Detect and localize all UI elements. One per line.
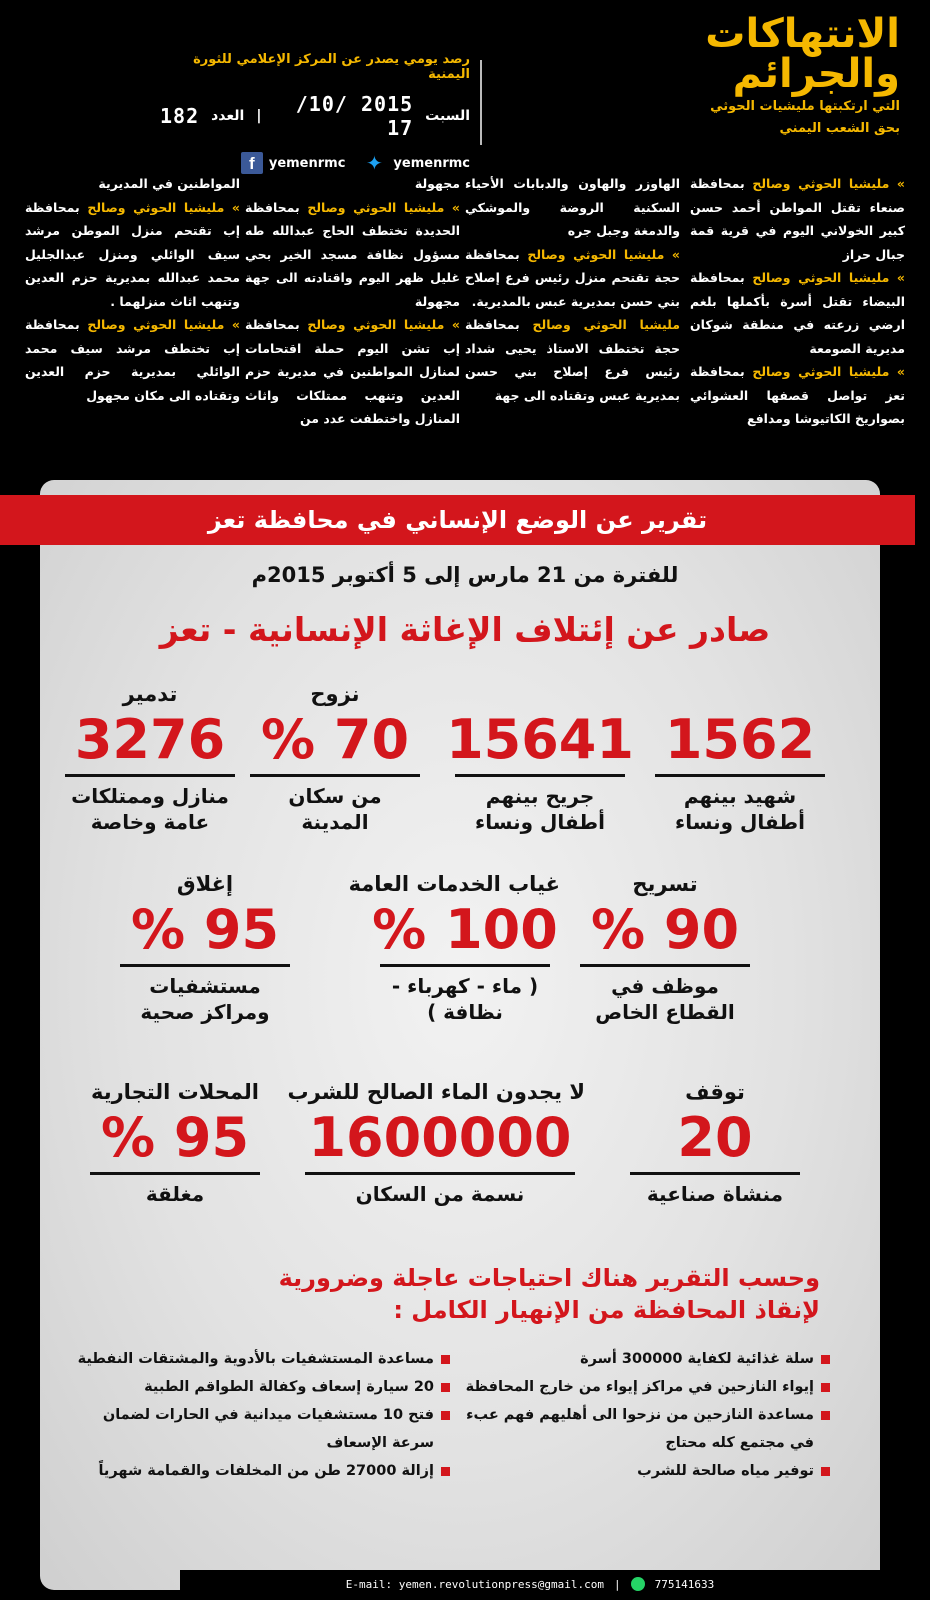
stat-caption: عامة وخاصة bbox=[90, 810, 210, 834]
news-item: مجهولة bbox=[414, 176, 460, 191]
stat-displacement bbox=[240, 680, 430, 835]
stat-rule bbox=[455, 774, 625, 777]
news-item: المواطنين في المديرية bbox=[98, 176, 240, 191]
stat-caption: شهيد بينهم bbox=[683, 784, 797, 808]
stat-number: 3276 bbox=[74, 708, 226, 771]
footer-phone[interactable]: 775141633 bbox=[654, 1577, 715, 1591]
twitter-handle: yemenrmc bbox=[393, 155, 470, 171]
stat-caption: المدينة bbox=[301, 810, 369, 834]
stat-rule bbox=[630, 1172, 800, 1175]
facebook-handle: yemenrmc bbox=[268, 155, 346, 171]
stat-water bbox=[287, 1078, 585, 1207]
needs-item: إزالة 27000 طن من المخلفات والقمامة شهرياً bbox=[70, 1457, 450, 1485]
stat-caption: أطفال ونساء bbox=[475, 810, 605, 834]
stat-caption: منازل وممتلكات bbox=[71, 784, 229, 808]
report-banner: تقرير عن الوضع الإنساني في محافظة تعز bbox=[0, 495, 915, 545]
stat-caption: من سكان bbox=[288, 784, 382, 808]
facebook-icon: f bbox=[241, 152, 263, 174]
stat-caption: مستشفيات bbox=[149, 974, 261, 998]
title-line1: الانتهاكات bbox=[705, 11, 900, 57]
stat-layoffs bbox=[570, 870, 760, 1025]
stat-rule bbox=[580, 964, 750, 967]
title-line2: والجرائم bbox=[732, 51, 900, 97]
stat-top: إغلاق bbox=[176, 872, 234, 896]
stat-number: 70 % bbox=[260, 708, 410, 771]
news-item: » مليشيا الحوثي وصالح بمحافظة صنعاء تقتل المواطن أحمد حسن كبير الخولاني اليوم في قرية قمة جبال حراز bbox=[690, 176, 906, 262]
stat-top: لا يجدون الماء الصالح للشرب bbox=[287, 1080, 585, 1104]
separator: | bbox=[614, 1577, 621, 1591]
news-item: مليشيا الحوثي وصالح بمحافظة حجة تختطف الاستاذ يحيى شداد رئيس فرع إصلاح بني حسن بمديرية عبس وتقتاده الى جهة bbox=[465, 317, 680, 403]
day-label: السبت bbox=[425, 108, 470, 124]
twitter-icon: ✦ bbox=[366, 151, 383, 175]
stat-martyrs bbox=[645, 680, 835, 835]
stat-services bbox=[348, 870, 560, 1025]
stat-wounded bbox=[445, 680, 635, 835]
needs-item: إيواء النازحين في مراكز إيواء من خارج المحافظة bbox=[450, 1373, 830, 1401]
needs-list-right bbox=[450, 1345, 830, 1485]
news-column-3 bbox=[245, 172, 460, 431]
stat-caption: أطفال ونساء bbox=[675, 810, 805, 834]
needs-item: سلة غذائية لكفاية 300000 أسرة bbox=[450, 1345, 830, 1373]
stat-top: تسريح bbox=[632, 872, 698, 896]
stat-top: تدمير bbox=[122, 682, 178, 706]
issue-number: 182 bbox=[160, 104, 200, 128]
needs-heading-line1: وحسب التقرير هناك احتياجات عاجلة وضرورية bbox=[278, 1264, 820, 1292]
news-item: » مليشيا الحوثي وصالح بمحافظة إب تختطف مرشد سيف محمد الوائلي بمديرية حزم العدين وتقتاده الى مكان مجهول bbox=[25, 317, 241, 403]
header bbox=[0, 0, 930, 175]
stat-rule bbox=[380, 964, 550, 967]
footer-email[interactable]: E-mail: yemen.revolutionpress@gmail.com bbox=[345, 1577, 605, 1591]
stat-top: غياب الخدمات العامة bbox=[348, 872, 560, 896]
news-item: » مليشيا الحوثي وصالح بمحافظة إب تشن اليوم حملة اقتحامات لمنازل المواطنين في مديرية حزم العدين وتنهب ممتلكات واثاث المنازل واختطفت عدد من bbox=[245, 317, 461, 426]
news-column-1 bbox=[690, 172, 905, 431]
stat-rule bbox=[250, 774, 420, 777]
needs-item: توفير مياه صالحة للشرب bbox=[450, 1457, 830, 1485]
stat-caption: موظف في bbox=[611, 974, 719, 998]
separator: | bbox=[256, 108, 262, 124]
stat-caption: ( ماء - كهرباء - bbox=[391, 974, 539, 998]
stat-rule bbox=[90, 1172, 260, 1175]
stat-top bbox=[445, 680, 635, 708]
stat-number: 90 % bbox=[590, 898, 740, 961]
news-section bbox=[0, 170, 930, 460]
stat-number: 1600000 bbox=[308, 1106, 572, 1169]
stat-number: 95 % bbox=[100, 1106, 250, 1169]
stat-number: 100 % bbox=[372, 898, 558, 961]
stat-caption: ومراكز صحية bbox=[140, 1000, 270, 1024]
report-period: للفترة من 21 مارس إلى 5 أكتوبر 2015م bbox=[251, 563, 679, 587]
stat-destruction bbox=[55, 680, 245, 835]
stat-caption: مغلقة bbox=[145, 1182, 205, 1206]
stat-caption: نسمة من السكان bbox=[355, 1182, 525, 1206]
footer bbox=[180, 1570, 880, 1598]
issue-label: العدد bbox=[211, 108, 245, 124]
stat-caption: منشاة صناعية bbox=[646, 1182, 784, 1206]
stat-number: 15641 bbox=[446, 708, 634, 771]
stat-top: توقف bbox=[685, 1080, 745, 1104]
title-block bbox=[700, 11, 900, 138]
stat-shops bbox=[80, 1078, 270, 1207]
news-item: » مليشيا الحوثي وصالح بمحافظة حجة تقتحم منزل رئيس فرع إصلاح بني حسن بمديرية عبس بالمديرية. bbox=[465, 246, 681, 309]
date-line bbox=[160, 92, 470, 140]
stat-number: 95 % bbox=[130, 898, 280, 961]
date-value: 2015 /10/ 17 bbox=[295, 92, 414, 140]
needs-item: فتح 10 مستشفيات ميدانية في الحارات لضمان سرعة الإسعاف bbox=[70, 1401, 450, 1457]
header-divider bbox=[480, 60, 482, 145]
subtitle-line2: بحق الشعب اليمني bbox=[779, 121, 900, 136]
news-column-2 bbox=[465, 172, 680, 407]
stat-top: نزوح bbox=[310, 682, 360, 706]
report-issuer: صادر عن إئتلاف الإغاثة الإنسانية - تعز bbox=[159, 610, 771, 649]
source-text: رصد يومي يصدر عن المركز الإعلامي للثورة اليمنية bbox=[193, 52, 470, 82]
stat-rule bbox=[120, 964, 290, 967]
needs-item: مساعدة المستشفيات بالأدوية والمشتقات النفطية bbox=[70, 1345, 450, 1373]
news-item: » مليشيا الحوثي وصالح بمحافظة تعز تواصل قصفها العشوائي بصواريخ الكاتيوشا ومدافع bbox=[690, 364, 906, 426]
stat-rule bbox=[305, 1172, 575, 1175]
stat-rule bbox=[655, 774, 825, 777]
stat-top: المحلات التجارية bbox=[90, 1080, 260, 1104]
news-item: الهاوزر والهاون والدبابات الأحياء السكنية الروضة والموشكي والدمغة وجبل جره bbox=[465, 176, 680, 238]
needs-item: مساعدة النازحين من نزحوا الى أهليهم فهم عبء في مجتمع كله محتاج bbox=[450, 1401, 830, 1457]
stat-caption: نظافة ) bbox=[427, 1000, 503, 1024]
stat-factories bbox=[620, 1078, 810, 1207]
stat-caption: جريح بينهم bbox=[485, 784, 595, 808]
needs-heading bbox=[120, 1262, 820, 1326]
news-item: » مليشيا الحوثي وصالح بمحافظة البيضاء تقتل أسرة بأكملها بلغم ارضي زرعته في منطقة شوكان مديرية الصومعة bbox=[690, 270, 906, 356]
needs-item: 20 سيارة إسعاف وكفالة الطواقم الطبية bbox=[70, 1373, 450, 1401]
news-item: » مليشيا الحوثي وصالح بمحافظة الحديدة تختطف الحاج عبدالله طه مسؤول نظافة مسجد الخير بحي غليل ظهر اليوم واقتادته الى جهة مجهولة bbox=[245, 199, 461, 309]
stat-closure bbox=[110, 870, 300, 1025]
news-item: » مليشيا الحوثي وصالح بمحافظة إب تقتحم منزل الموطن مرشد سيف الوائلي ومنزل عبدالجليل محمد عبدالله بمديرية حزم العدين وتنهب اثاث منزلهما . bbox=[25, 199, 241, 309]
needs-heading-line2: لإنقاذ المحافظة من الإنهيار الكامل : bbox=[393, 1296, 820, 1324]
whatsapp-icon bbox=[631, 1577, 645, 1591]
meta-block bbox=[160, 52, 470, 174]
stat-number: 1562 bbox=[664, 708, 816, 771]
needs-list-left bbox=[70, 1345, 450, 1485]
stat-rule bbox=[65, 774, 235, 777]
news-column-4 bbox=[25, 172, 240, 407]
stat-caption: القطاع الخاص bbox=[595, 1000, 735, 1024]
stat-number: 20 bbox=[677, 1106, 753, 1169]
stat-top bbox=[645, 680, 835, 708]
subtitle-line1: التي ارتكبتها مليشيات الحوثي bbox=[710, 99, 900, 114]
